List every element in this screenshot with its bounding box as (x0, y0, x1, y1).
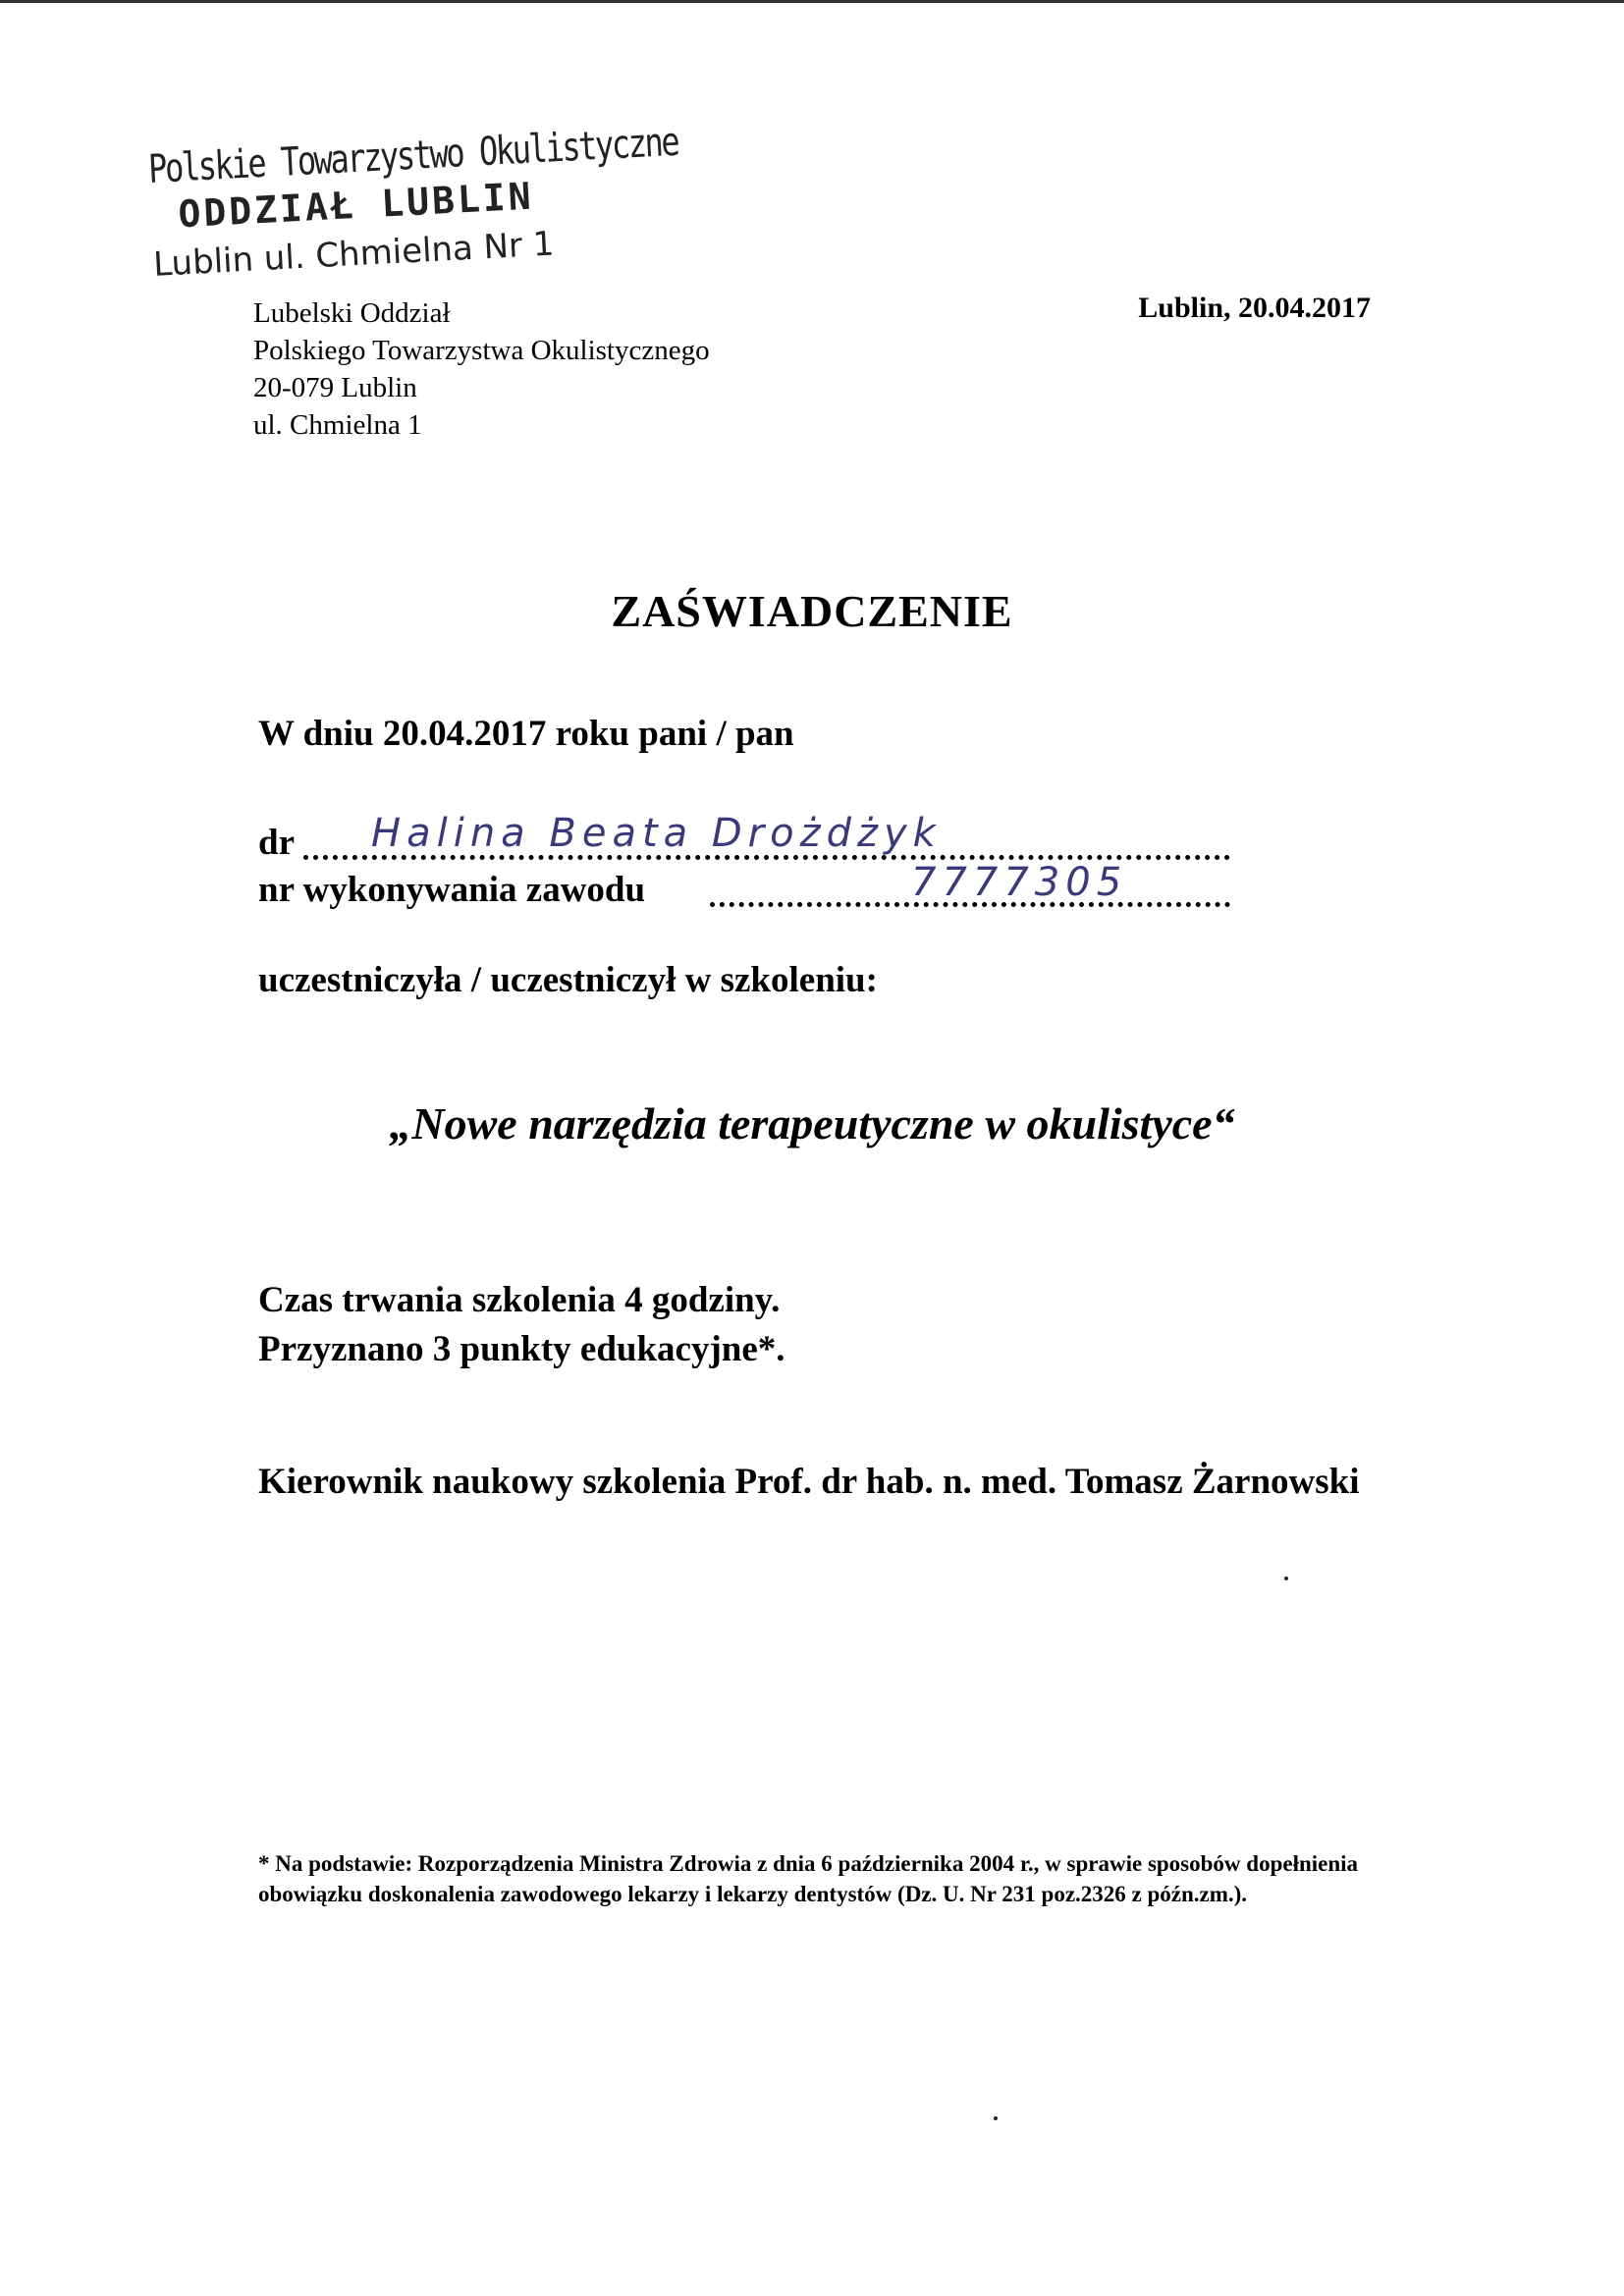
license-field (258, 852, 1230, 911)
document-title: ZAŚWIADCZENIE (611, 586, 1013, 636)
sender-line-4: ul. Chmielna 1 (253, 409, 422, 441)
participation-line: uczestniczyła / uczestniczył w szkoleniu: (258, 960, 878, 1000)
name-label: dr (258, 823, 295, 863)
scientific-lead: Kierownik naukowy szkolenia Prof. dr hab. n. med. Tomasz Żarnowski (258, 1462, 1360, 1502)
stamp-line-3: Lublin ul. Chmielna Nr 1 (152, 224, 556, 285)
stamp-line-2: ODDZIAŁ LUBLIN (177, 174, 535, 237)
course-title: „Nowe narzędzia terapeutyczne w okulistyce“ (389, 1098, 1235, 1148)
license-label: nr wykonywania zawodu (258, 870, 646, 910)
sender-line-1: Lubelski Oddział (253, 297, 451, 329)
scan-top-edge (0, 0, 1624, 3)
scan-speck (994, 2116, 998, 2120)
organization-stamp (147, 119, 679, 304)
license-handwritten: 7777305 (911, 860, 1128, 905)
scan-speck (1284, 1576, 1288, 1580)
points-line: Przyznano 3 punkty edukacyjne*. (258, 1329, 785, 1369)
document-date: Lublin, 20.04.2017 (1138, 292, 1371, 324)
intro-line: W dniu 20.04.2017 roku pani / pan (258, 714, 794, 754)
sender-address (253, 294, 710, 444)
sender-line-3: 20-079 Lublin (253, 372, 417, 403)
course-info (258, 1276, 785, 1374)
duration-line: Czas trwania szkolenia 4 godziny. (258, 1280, 781, 1320)
name-handwritten: Halina Beata Drożdżyk (371, 811, 942, 856)
legal-footnote: * Na podstawie: Rozporządzenia Ministra Zdrowia z dnia 6 października 2004 r., w sprawie sposobów dopełnienia obowiązku doskonalenia zawodowego lekarzy i lekarzy dentystów (Dz. U. Nr 231 poz.2326 z późn.zm.). (258, 1851, 1359, 1906)
stamp-line-1: Polskie Towarzystwo Okulistyczne (147, 119, 679, 192)
sender-line-2: Polskiego Towarzystwa Okulistycznego (253, 335, 710, 366)
